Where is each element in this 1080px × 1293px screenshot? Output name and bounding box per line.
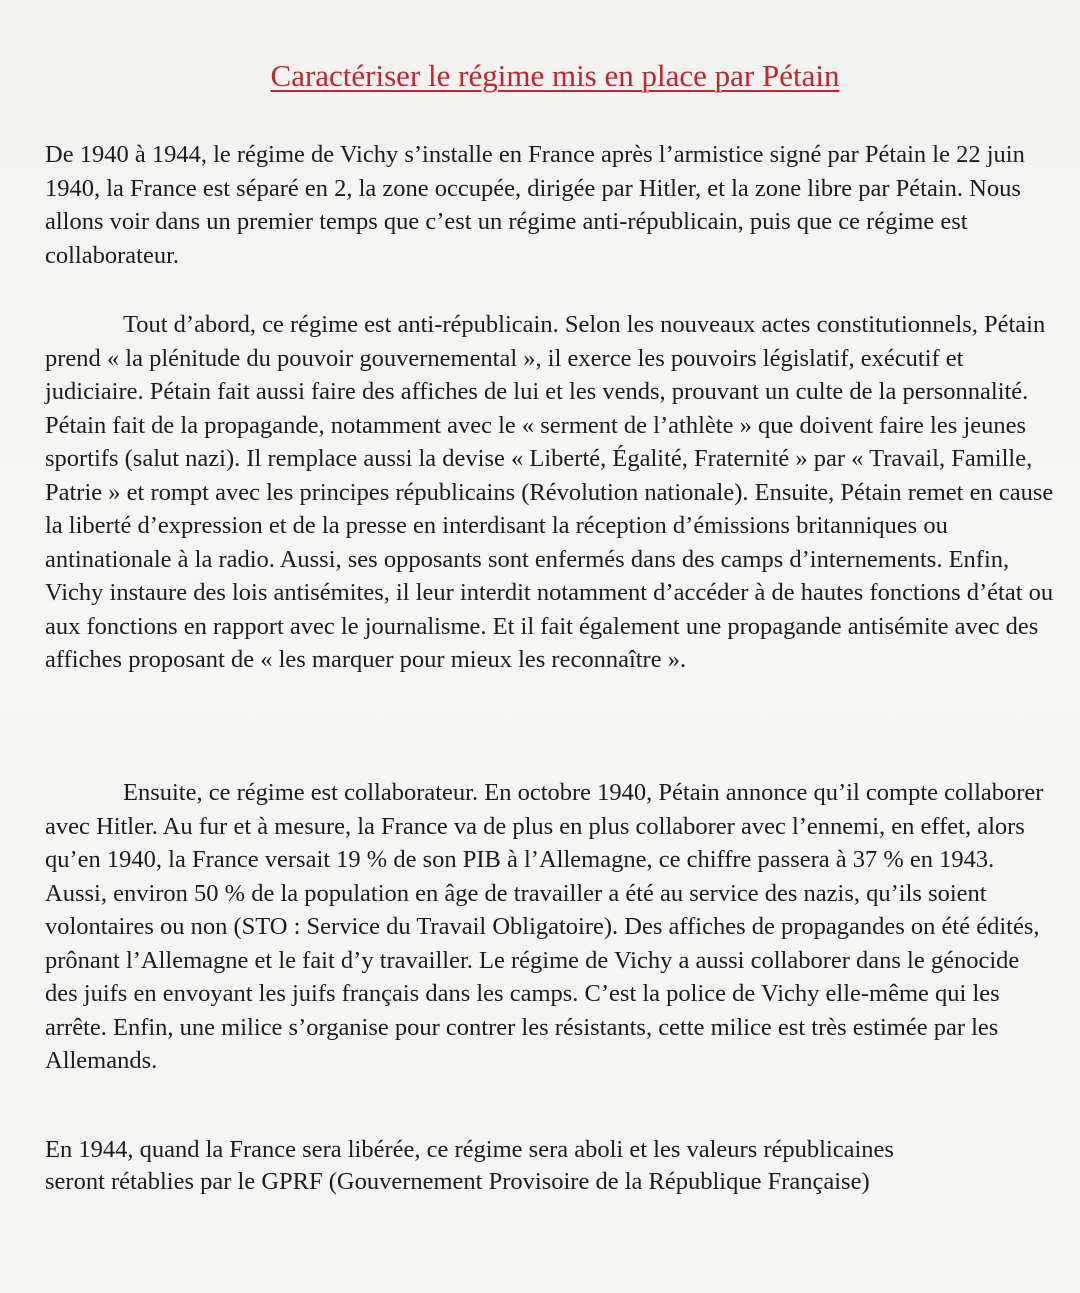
collaboration-paragraph: Ensuite, ce régime est collaborateur. En octobre 1940, Pétain annonce qu’il compte collaborer avec Hitler. Au fur et à mesure, la France va de plus en plus collaborer avec l’ennemi, en effet, alors qu’en 1940, la France versait 19 % de son PIB à l’Allemagne, ce chiffre passera à 37 % en 1943. Aussi, environ 50 % de la population en âge de travailler a été au service des nazis, qu’ils soient volontaires ou non (STO : Service du Travail Obligatoire). Des affiches de propagandes on été édités, prônant l’Allemagne et le fait d’y travailler. Le régime de Vichy a aussi collaborer dans le génocide des juifs en envoyant les juifs français dans les camps. C’est la police de Vichy elle-même qui les arrête. Enfin, une milice s’organise pour contrer les résistants, cette milice est très estimée par les Allemands. <box>45 779 1044 1074</box>
anti-republican-paragraph: Tout d’abord, ce régime est anti-républicain. Selon les nouveaux actes constitutionnels, Pétain prend « la plénitude du pouvoir gouvernemental », il exerce les pouvoirs législatif, exécutif et judiciaire. Pétain fait aussi faire des affiches de lui et les vends, prouvant un culte de la personnalité. Pétain fait de la propagande, notamment avec le « serment de l’athlète » que doivent faire les jeunes sportifs (salut nazi). Il remplace aussi la devise « Liberté, Égalité, Fraternité » par « Travail, Famille, Patrie » et rompt avec les principes républicains (Révolution nationale). Ensuite, Pétain remet en cause la liberté d’expression et de la presse en interdisant la réception d’émissions britanniques ou antinationale à la radio. Aussi, ses opposants sont enfermés dans des camps d’internements. Enfin, Vichy instaure des lois antisémites, il leur interdit notamment d’accéder à de hautes fonctions d’état ou aux fonctions en rapport avec le journalisme. Et il fait également une propagande antisémite avec des affiches proposant de « les marquer pour mieux les reconnaître ». <box>45 311 1054 673</box>
introduction-paragraph: De 1940 à 1944, le régime de Vichy s’installe en France après l’armistice signé par Pétain le 22 juin 1940, la France est séparé en 2, la zone occupée, dirigée par Hitler, et la zone libre par Pétain. Nous allons voir dans un premier temps que c’est un régime anti-républicain, puis que ce régime est collaborateur. <box>45 141 1025 269</box>
document-title: Caractériser le régime mis en place par Pétain <box>270 58 840 93</box>
conclusion-paragraph: En 1944, quand la France sera libérée, ce régime sera aboli et les valeurs républicaines seront rétablies par le GPRF (Gouvernement Provisoire de la République Française) <box>45 1136 894 1195</box>
